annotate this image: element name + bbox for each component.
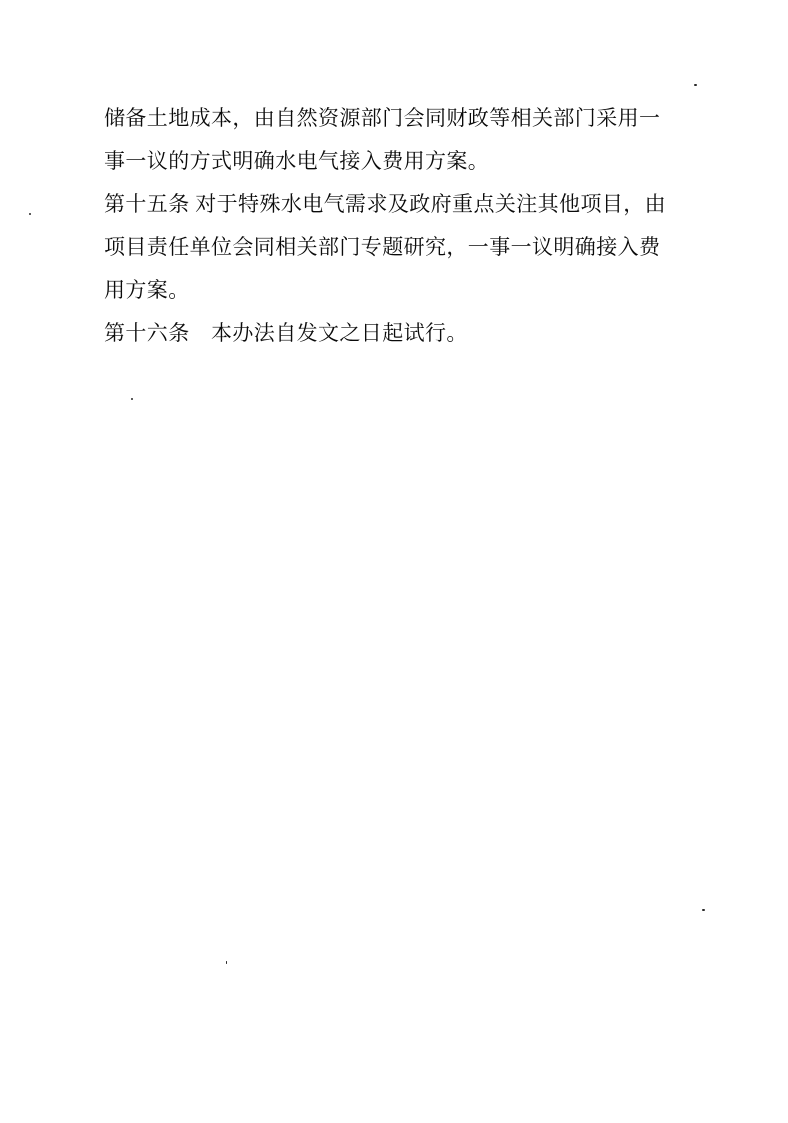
text-line-1: 储备土地成本，由自然资源部门会同财政等相关部门采用一	[104, 106, 661, 130]
text-line-5: 用方案。	[104, 278, 190, 302]
scan-speck	[131, 398, 133, 400]
text-line-2: 事一议的方式明确水电气接入费用方案。	[104, 149, 490, 173]
text-line-6: 第十六条 本办法自发文之日起试行。	[104, 321, 468, 345]
text-line-4: 项目责任单位会同相关部门专题研究，一事一议明确接入费	[104, 235, 661, 259]
scan-speck	[226, 961, 227, 964]
text-line-3: 第十五条 对于特殊水电气需求及政府重点关注其他项目，由	[104, 192, 667, 216]
scan-speck	[702, 909, 705, 911]
document-text-block	[104, 97, 674, 355]
scan-speck	[29, 213, 31, 215]
scan-speck	[694, 84, 697, 86]
